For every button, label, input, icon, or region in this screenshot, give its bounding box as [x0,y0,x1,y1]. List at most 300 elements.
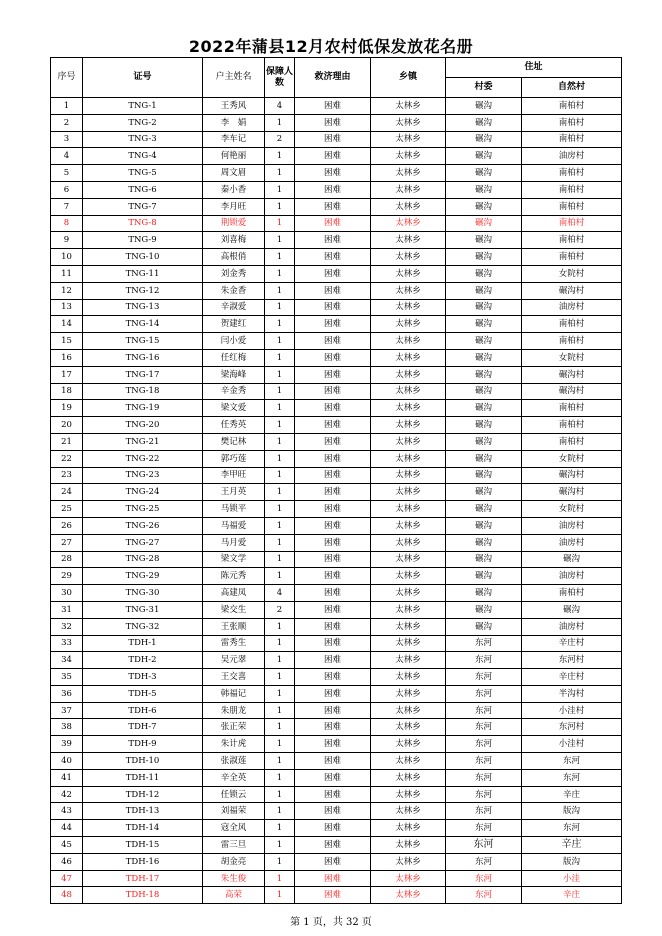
cell-cert: TNG-23 [83,467,203,484]
header-people: 保障人数 [265,58,295,98]
cell-people: 1 [265,181,295,198]
cell-name: 辛金秀 [203,383,265,400]
cell-name: 马福爱 [203,517,265,534]
cell-village: 东河 [446,837,522,854]
cell-natural-village: 南柏村 [522,131,622,148]
cell-cert: TNG-11 [83,265,203,282]
cell-cert: TDH-17 [83,870,203,887]
cell-natural-village: 碾沟村 [522,467,622,484]
cell-name: 王张顺 [203,618,265,635]
cell-seq: 16 [51,349,83,366]
cell-name: 胡金亮 [203,853,265,870]
cell-town: 太林乡 [371,114,446,131]
cell-village: 碾沟 [446,265,522,282]
cell-village: 碾沟 [446,333,522,350]
cell-seq: 3 [51,131,83,148]
cell-people: 1 [265,450,295,467]
page-title: 2022年蒲县12月农村低保发放花名册 [188,37,474,56]
header-address: 住址 [446,58,622,78]
cell-town: 太林乡 [371,870,446,887]
cell-natural-village: 东河村 [522,719,622,736]
cell-reason: 困难 [295,685,371,702]
cell-people: 1 [265,887,295,904]
cell-name: 樊记林 [203,433,265,450]
cell-reason: 困难 [295,333,371,350]
cell-town: 太林乡 [371,299,446,316]
cell-name: 朱计虎 [203,736,265,753]
cell-name: 朱朋龙 [203,702,265,719]
cell-name: 王秀风 [203,98,265,115]
cell-natural-village: 油房村 [522,299,622,316]
cell-village: 碾沟 [446,484,522,501]
cell-reason: 困难 [295,349,371,366]
table-row [51,736,622,753]
cell-name: 张淑莲 [203,753,265,770]
cell-name: 李甲旺 [203,467,265,484]
table-header [51,58,622,98]
cell-village: 东河 [446,786,522,803]
cell-town: 太林乡 [371,669,446,686]
table-row [51,333,622,350]
cell-seq: 25 [51,501,83,518]
cell-reason: 困难 [295,467,371,484]
cell-natural-village: 女院村 [522,501,622,518]
cell-natural-village: 南柏村 [522,249,622,266]
cell-cert: TNG-31 [83,601,203,618]
table-row [51,467,622,484]
cell-seq: 26 [51,517,83,534]
cell-natural-village: 南柏村 [522,198,622,215]
cell-cert: TNG-25 [83,501,203,518]
cell-village: 碾沟 [446,249,522,266]
cell-town: 太林乡 [371,618,446,635]
cell-name: 马锁平 [203,501,265,518]
cell-natural-village: 南柏村 [522,98,622,115]
cell-seq: 35 [51,669,83,686]
cell-village: 碾沟 [446,131,522,148]
cell-seq: 44 [51,820,83,837]
cell-seq: 40 [51,753,83,770]
cell-seq: 47 [51,870,83,887]
cell-seq: 9 [51,232,83,249]
table-row [51,400,622,417]
cell-people: 1 [265,333,295,350]
cell-town: 太林乡 [371,265,446,282]
cell-town: 太林乡 [371,467,446,484]
cell-people: 1 [265,467,295,484]
cell-village: 碾沟 [446,383,522,400]
cell-seq: 15 [51,333,83,350]
cell-village: 碾沟 [446,601,522,618]
cell-reason: 困难 [295,517,371,534]
cell-village: 碾沟 [446,114,522,131]
cell-village: 碾沟 [446,417,522,434]
cell-reason: 困难 [295,282,371,299]
cell-people: 1 [265,366,295,383]
cell-cert: TNG-1 [83,98,203,115]
cell-village: 碾沟 [446,400,522,417]
cell-village: 碾沟 [446,232,522,249]
table-row [51,803,622,820]
cell-reason: 困难 [295,417,371,434]
cell-natural-village: 半沟村 [522,685,622,702]
cell-village: 东河 [446,685,522,702]
cell-reason: 困难 [295,702,371,719]
cell-name: 贺建红 [203,316,265,333]
cell-cert: TDH-5 [83,685,203,702]
cell-people: 1 [265,534,295,551]
cell-natural-village: 版沟 [522,853,622,870]
cell-cert: TDH-2 [83,652,203,669]
cell-seq: 12 [51,282,83,299]
cell-name: 吴元翠 [203,652,265,669]
cell-name: 高荣 [203,887,265,904]
cell-natural-village: 油房村 [522,568,622,585]
cell-people: 1 [265,837,295,854]
cell-people: 1 [265,568,295,585]
cell-reason: 困难 [295,215,371,232]
cell-village: 碾沟 [446,551,522,568]
cell-people: 1 [265,265,295,282]
cell-cert: TNG-15 [83,333,203,350]
cell-natural-village: 辛庄 [522,837,622,854]
cell-seq: 43 [51,803,83,820]
cell-natural-village: 东河 [522,769,622,786]
cell-village: 碾沟 [446,165,522,182]
cell-natural-village: 碾沟 [522,551,622,568]
table-row [51,249,622,266]
cell-reason: 困难 [295,853,371,870]
table-row [51,316,622,333]
cell-people: 1 [265,215,295,232]
roster-table [50,57,622,904]
cell-town: 太林乡 [371,433,446,450]
cell-village: 东河 [446,769,522,786]
cell-village: 碾沟 [446,517,522,534]
cell-people: 4 [265,98,295,115]
cell-name: 郭巧莲 [203,450,265,467]
cell-village: 东河 [446,803,522,820]
table-row [51,215,622,232]
cell-reason: 困难 [295,383,371,400]
table-row [51,753,622,770]
cell-reason: 困难 [295,232,371,249]
cell-village: 东河 [446,736,522,753]
cell-people: 1 [265,400,295,417]
cell-village: 碾沟 [446,585,522,602]
cell-name: 张正荣 [203,719,265,736]
cell-cert: TDH-1 [83,635,203,652]
cell-town: 太林乡 [371,635,446,652]
table-row [51,769,622,786]
cell-seq: 30 [51,585,83,602]
cell-people: 1 [265,803,295,820]
cell-town: 太林乡 [371,484,446,501]
cell-cert: TDH-13 [83,803,203,820]
cell-reason: 困难 [295,98,371,115]
cell-seq: 18 [51,383,83,400]
cell-natural-village: 南柏村 [522,316,622,333]
cell-town: 太林乡 [371,232,446,249]
cell-reason: 困难 [295,148,371,165]
cell-natural-village: 小洼村 [522,736,622,753]
cell-cert: TDH-3 [83,669,203,686]
cell-reason: 困难 [295,669,371,686]
cell-seq: 33 [51,635,83,652]
cell-town: 太林乡 [371,501,446,518]
cell-reason: 困难 [295,820,371,837]
cell-natural-village: 南柏村 [522,585,622,602]
cell-natural-village: 碾沟村 [522,366,622,383]
cell-reason: 困难 [295,568,371,585]
table-row [51,652,622,669]
cell-people: 1 [265,198,295,215]
cell-cert: TNG-19 [83,400,203,417]
cell-name: 刘金秀 [203,265,265,282]
cell-seq: 7 [51,198,83,215]
cell-village: 东河 [446,669,522,686]
table-row [51,853,622,870]
cell-seq: 36 [51,685,83,702]
cell-town: 太林乡 [371,417,446,434]
cell-reason: 困难 [295,585,371,602]
cell-town: 太林乡 [371,148,446,165]
cell-people: 1 [265,517,295,534]
cell-cert: TNG-21 [83,433,203,450]
cell-people: 2 [265,131,295,148]
cell-reason: 困难 [295,131,371,148]
cell-seq: 28 [51,551,83,568]
cell-reason: 困难 [295,198,371,215]
cell-name: 朱金香 [203,282,265,299]
cell-village: 碾沟 [446,618,522,635]
cell-village: 碾沟 [446,433,522,450]
cell-seq: 48 [51,887,83,904]
cell-reason: 困难 [295,433,371,450]
cell-reason: 困难 [295,501,371,518]
cell-cert: TNG-20 [83,417,203,434]
cell-cert: TNG-22 [83,450,203,467]
cell-cert: TNG-5 [83,165,203,182]
cell-natural-village: 碾沟村 [522,383,622,400]
cell-natural-village: 油房村 [522,517,622,534]
table-row [51,534,622,551]
cell-town: 太林乡 [371,181,446,198]
cell-town: 太林乡 [371,786,446,803]
cell-name: 王月英 [203,484,265,501]
cell-town: 太林乡 [371,165,446,182]
table-row [51,349,622,366]
cell-reason: 困难 [295,786,371,803]
cell-village: 碾沟 [446,316,522,333]
cell-seq: 45 [51,837,83,854]
cell-people: 1 [265,870,295,887]
cell-seq: 31 [51,601,83,618]
cell-name: 雷三旦 [203,837,265,854]
cell-people: 1 [265,669,295,686]
cell-name: 任锁云 [203,786,265,803]
table-row [51,98,622,115]
cell-cert: TNG-4 [83,148,203,165]
cell-natural-village: 南柏村 [522,215,622,232]
cell-town: 太林乡 [371,736,446,753]
cell-people: 1 [265,820,295,837]
cell-seq: 41 [51,769,83,786]
cell-cert: TNG-17 [83,366,203,383]
cell-village: 碾沟 [446,349,522,366]
cell-town: 太林乡 [371,249,446,266]
cell-seq: 42 [51,786,83,803]
cell-natural-village: 碾沟村 [522,484,622,501]
cell-name: 雷秀生 [203,635,265,652]
cell-town: 太林乡 [371,517,446,534]
cell-people: 1 [265,551,295,568]
table-row [51,719,622,736]
cell-reason: 困难 [295,249,371,266]
cell-seq: 4 [51,148,83,165]
cell-people: 1 [265,736,295,753]
cell-natural-village: 东河村 [522,652,622,669]
cell-people: 1 [265,282,295,299]
cell-cert: TNG-26 [83,517,203,534]
cell-seq: 13 [51,299,83,316]
table-row [51,148,622,165]
cell-name: 梁交生 [203,601,265,618]
cell-seq: 14 [51,316,83,333]
cell-natural-village: 南柏村 [522,165,622,182]
cell-name: 任红梅 [203,349,265,366]
cell-cert: TNG-18 [83,383,203,400]
cell-town: 太林乡 [371,215,446,232]
cell-village: 东河 [446,652,522,669]
cell-natural-village: 油房村 [522,534,622,551]
cell-cert: TNG-10 [83,249,203,266]
cell-cert: TNG-32 [83,618,203,635]
table-row [51,131,622,148]
table-row [51,165,622,182]
cell-village: 碾沟 [446,181,522,198]
cell-people: 2 [265,601,295,618]
cell-people: 1 [265,148,295,165]
cell-name: 高建凤 [203,585,265,602]
cell-name: 李车记 [203,131,265,148]
cell-village: 东河 [446,887,522,904]
cell-natural-village: 南柏村 [522,232,622,249]
cell-cert: TNG-24 [83,484,203,501]
cell-reason: 困难 [295,803,371,820]
cell-people: 1 [265,249,295,266]
cell-people: 1 [265,349,295,366]
cell-town: 太林乡 [371,803,446,820]
cell-natural-village: 南柏村 [522,400,622,417]
table-row [51,635,622,652]
cell-people: 1 [265,702,295,719]
cell-village: 碾沟 [446,450,522,467]
table-row [51,669,622,686]
cell-people: 1 [265,769,295,786]
cell-seq: 19 [51,400,83,417]
cell-name: 刘福荣 [203,803,265,820]
cell-reason: 困难 [295,366,371,383]
cell-natural-village: 版沟 [522,803,622,820]
cell-cert: TDH-16 [83,853,203,870]
cell-cert: TNG-14 [83,316,203,333]
header-cert: 证号 [83,58,203,98]
table-row [51,484,622,501]
cell-people: 1 [265,719,295,736]
cell-town: 太林乡 [371,887,446,904]
table-row [51,265,622,282]
cell-village: 碾沟 [446,467,522,484]
table-row [51,181,622,198]
cell-seq: 6 [51,181,83,198]
cell-reason: 困难 [295,114,371,131]
cell-seq: 21 [51,433,83,450]
cell-cert: TNG-13 [83,299,203,316]
cell-town: 太林乡 [371,853,446,870]
cell-reason: 困难 [295,769,371,786]
cell-cert: TNG-12 [83,282,203,299]
page-footer: 第 1 页，共 32 页 [290,917,372,928]
cell-town: 太林乡 [371,685,446,702]
cell-name: 闫小爱 [203,333,265,350]
cell-reason: 困难 [295,265,371,282]
cell-seq: 24 [51,484,83,501]
table-row [51,685,622,702]
table-row [51,870,622,887]
cell-seq: 34 [51,652,83,669]
header-natural-village: 自然村 [522,78,622,98]
cell-seq: 5 [51,165,83,182]
table-row [51,282,622,299]
cell-seq: 46 [51,853,83,870]
table-row [51,114,622,131]
header-seq: 序号 [51,58,83,98]
cell-name: 韩福记 [203,685,265,702]
cell-reason: 困难 [295,870,371,887]
cell-natural-village: 碾沟 [522,601,622,618]
cell-town: 太林乡 [371,601,446,618]
cell-seq: 39 [51,736,83,753]
cell-seq: 8 [51,215,83,232]
cell-name: 高根俏 [203,249,265,266]
cell-natural-village: 南柏村 [522,114,622,131]
cell-seq: 32 [51,618,83,635]
cell-people: 1 [265,618,295,635]
cell-village: 东河 [446,753,522,770]
table-row [51,383,622,400]
cell-town: 太林乡 [371,349,446,366]
cell-natural-village: 女院村 [522,265,622,282]
cell-cert: TNG-27 [83,534,203,551]
cell-name: 王交喜 [203,669,265,686]
cell-people: 1 [265,383,295,400]
cell-seq: 17 [51,366,83,383]
cell-cert: TNG-16 [83,349,203,366]
cell-natural-village: 辛庄村 [522,635,622,652]
cell-town: 太林乡 [371,753,446,770]
cell-cert: TDH-14 [83,820,203,837]
cell-natural-village: 南柏村 [522,417,622,434]
table-row [51,702,622,719]
cell-village: 碾沟 [446,282,522,299]
cell-town: 太林乡 [371,131,446,148]
cell-name: 周文眉 [203,165,265,182]
cell-reason: 困难 [295,887,371,904]
cell-reason: 困难 [295,534,371,551]
cell-natural-village: 辛庄 [522,887,622,904]
table-row [51,450,622,467]
